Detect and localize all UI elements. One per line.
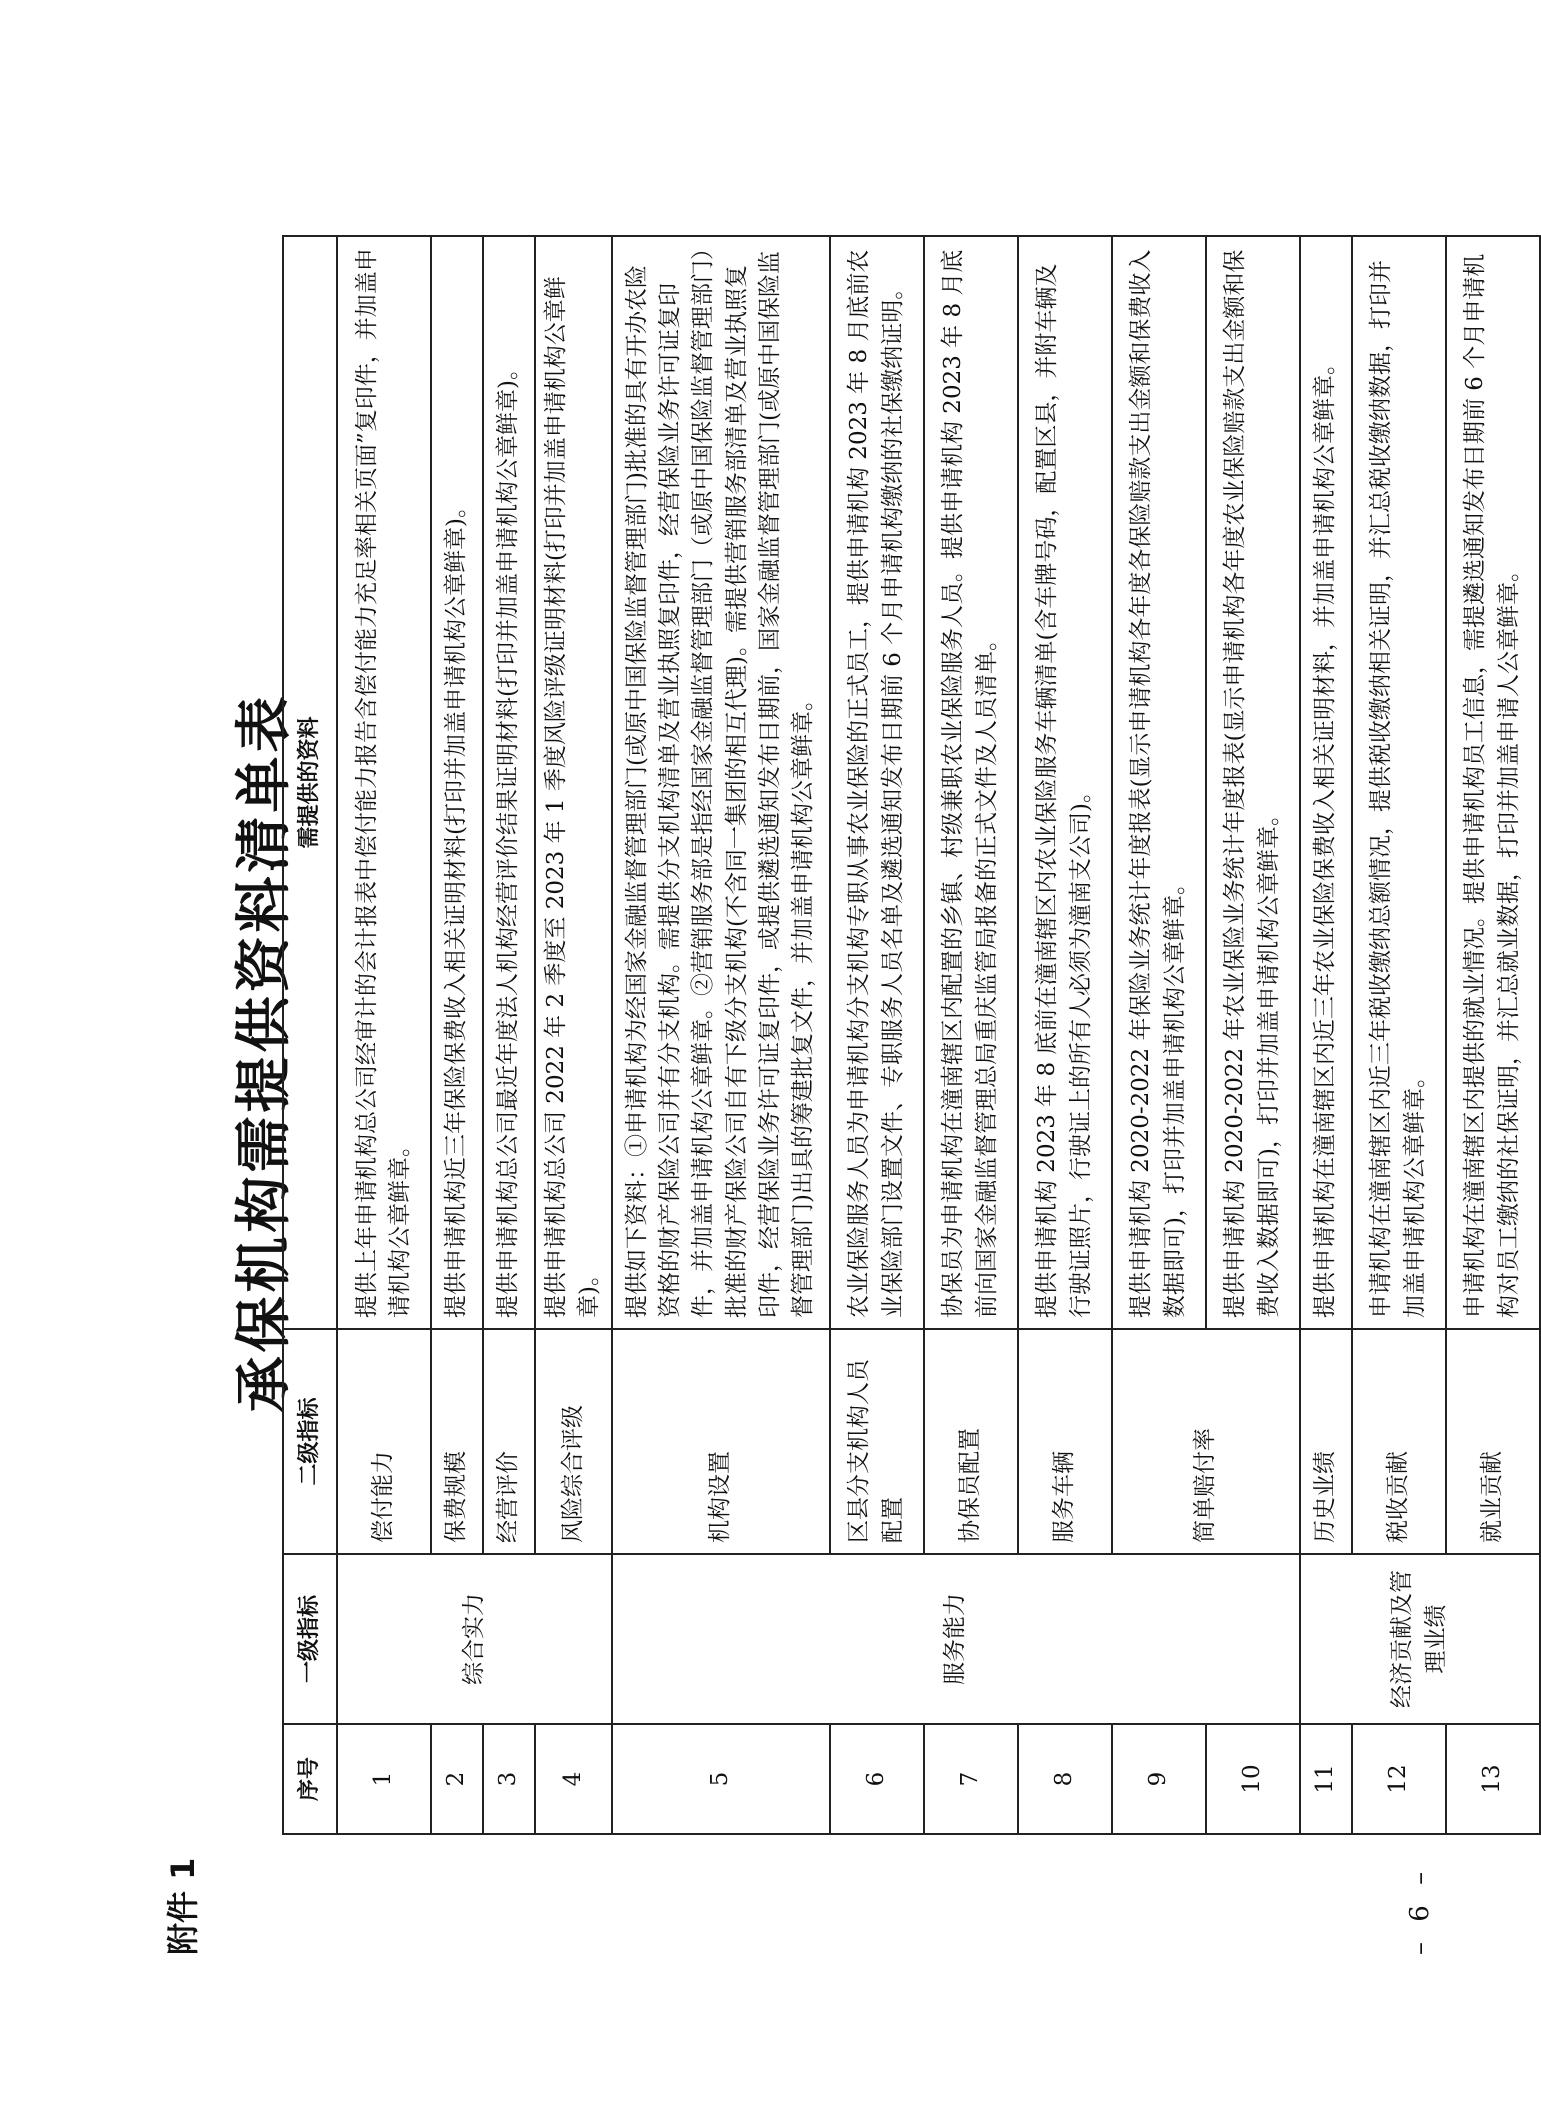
materials-cell: 提供申请机构 2023 年 8 底前在潼南辖区内农业保险服务车辆清单(含车牌号码，配置区县，并附车辆及行驶证照片，行驶证上的所有人必须为潼南支公司)。 [1018,236,1112,1329]
table-row [612,236,830,1834]
row-number: 4 [535,1724,612,1834]
attachment-label: 附件 1 [164,1857,202,1955]
materials-cell: 提供如下资料：①申请机构为经国家金融监督管理部门(或原中国保险监督管理部门)批准的具有开办农险资格的财产保险公司并有分支机构。需提供分支机构清单及营业执照复印件，经营保险业务许可证复印件，并加盖申请机构公章鲜章。②营销服务部是指经国家金融监督管理部门（或原中国保险监督管理部门）批准的财产保险公司自有下级分支机构(不含同一集团的相互代理)。需提供营销服务部清单及营业执照复印件，经营保险业务许可证复印件，或提供遴选通知发布日期前，国家金融监督管理部门(或原中国保险监督管理部门)出具的筹建批复文件，并加盖申请机构公章鲜章。 [612,236,830,1329]
level2-cell: 历史业绩 [1300,1329,1352,1554]
document-title: 承保机构需提供资料清单表 [231,692,297,1413]
level1-cell: 综合实力 [337,1554,612,1724]
level2-cell: 风险综合评级 [535,1329,612,1554]
level2-cell: 就业贡献 [1446,1329,1540,1554]
row-number: 5 [612,1724,830,1834]
materials-cell: 协保员为申请机构在潼南辖区内配置的乡镇、村级兼职农业保险服务人员。提供申请机构 2023 年 8 月底前向国家金融监督管理总局重庆监管局报备的正式文件及人员清单。 [924,236,1018,1329]
materials-cell: 提供申请机构在潼南辖区内近三年农业保险保费收入相关证明材料，并加盖申请机构公章鲜章。 [1300,236,1352,1329]
materials-cell: 申请机构在潼南辖区内近三年税收缴纳总额情况，提供税收缴纳相关证明，并汇总税收缴纳数据，打印并加盖申请机构公章鲜章。 [1352,236,1446,1329]
level1-cell: 服务能力 [612,1554,1300,1724]
header-level2: 二级指标 [283,1329,337,1554]
row-number: 1 [337,1724,431,1834]
level2-cell: 简单赔付率 [1112,1329,1300,1554]
row-number: 7 [924,1724,1018,1834]
level2-cell: 税收贡献 [1352,1329,1446,1554]
materials-cell: 提供申请机构总公司 2022 年 2 季度至 2023 年 1 季度风险评级证明材料(打印并加盖申请机构公章鲜章)。 [535,236,612,1329]
materials-cell: 农业保险服务人员为申请机构分支机构专职从事农业保险的正式员工，提供申请机构 2023 年 8 月底前农业保险部门设置文件、专职服务人员名单及遴选通知发布日期前 6 个月申请机构缴纳的社保缴纳证明。 [830,236,924,1329]
materials-cell: 申请机构在潼南辖区内提供的就业情况。提供申请机构员工信息，需提遴选通知发布日期前 6 个月申请机构对员工缴纳的社保证明，并汇总就业数据，打印并加盖申请人公章鲜章。 [1446,236,1540,1329]
level2-cell: 经营评价 [483,1329,535,1554]
header-level1: 一级指标 [283,1554,337,1724]
level2-cell: 服务车辆 [1018,1329,1112,1554]
materials-cell: 提供上年申请机构总公司经审计的会计报表中偿付能力报告含偿付能力充足率相关页面”复印件，并加盖申请机构公章鲜章。 [337,236,431,1329]
row-number: 12 [1352,1724,1446,1834]
header-materials: 需提供的资料 [283,236,337,1329]
materials-cell: 提供申请机构总公司最近年度法人机构经营评价结果证明材料(打印并加盖申请机构公章鲜章)。 [483,236,535,1329]
materials-cell: 提供申请机构 2020-2022 年农业保险业务统计年度报表(显示申请机构各年度农业保险赔款支出金额和保费收入数据即可)，打印并加盖申请机构公章鲜章。 [1206,236,1300,1329]
row-number: 8 [1018,1724,1112,1834]
level1-cell: 经济贡献及管理业绩 [1300,1554,1540,1724]
row-number: 13 [1446,1724,1540,1834]
level2-cell: 偿付能力 [337,1329,431,1554]
row-number: 10 [1206,1724,1300,1834]
row-number: 3 [483,1724,535,1834]
row-number: 9 [1112,1724,1206,1834]
table-header-row [283,236,337,1834]
row-number: 6 [830,1724,924,1834]
table-row [337,236,431,1834]
table-row [1300,236,1352,1834]
level2-cell: 区县分支机构人员配置 [830,1329,924,1554]
page-number: – 6 – [1405,1865,1435,1955]
row-number: 2 [431,1724,483,1834]
materials-cell: 提供申请机构 2020-2022 年保险业务统计年度报表(显示申请机构各年度各保险赔款支出金额和保费收入数据即可)，打印并加盖申请机构公章鲜章。 [1112,236,1206,1329]
materials-table [282,235,1541,1835]
level2-cell: 机构设置 [612,1329,830,1554]
header-seq: 序号 [283,1724,337,1834]
level2-cell: 协保员配置 [924,1329,1018,1554]
row-number: 11 [1300,1724,1352,1834]
materials-cell: 提供申请机构近三年保险保费收入相关证明材料(打印并加盖申请机构公章鲜章)。 [431,236,483,1329]
level2-cell: 保费规模 [431,1329,483,1554]
